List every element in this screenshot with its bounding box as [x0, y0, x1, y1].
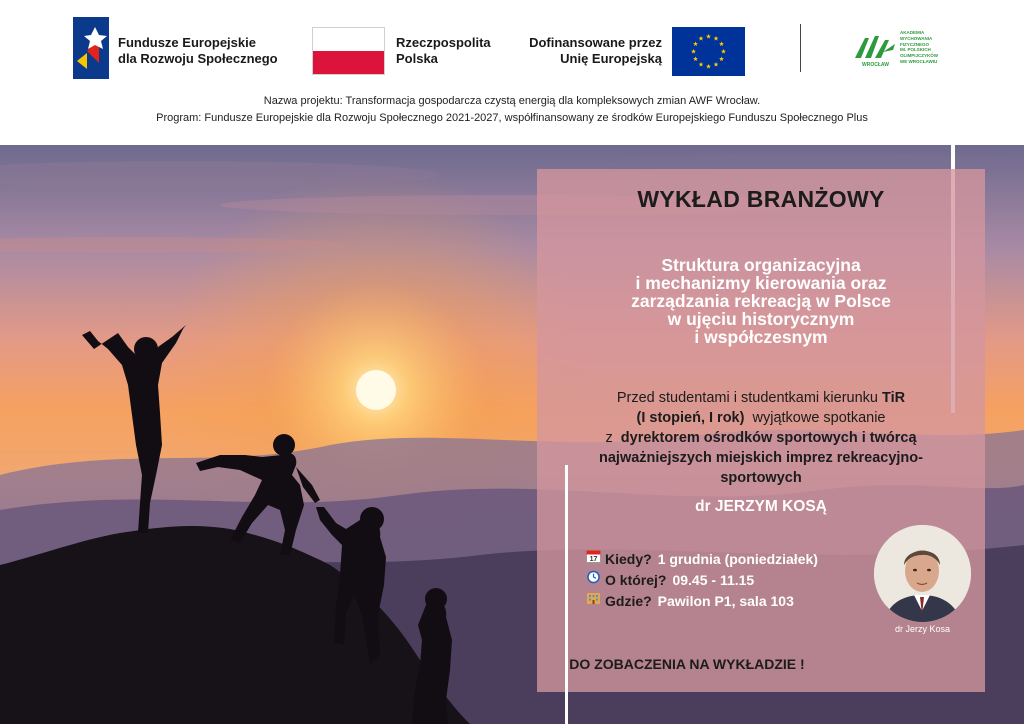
time-label: O której? — [605, 572, 667, 588]
speaker-photo-caption: dr Jerzy Kosa — [894, 624, 951, 634]
clock-icon — [586, 570, 601, 584]
info-where — [586, 591, 794, 609]
info-when — [586, 549, 818, 567]
fe-logo-icon — [73, 17, 109, 79]
calendar-icon — [586, 549, 601, 563]
fe-line1: Fundusze Europejskie — [118, 35, 256, 50]
program-name: Program: Fundusze Europejskie dla Rozwoju Społecznego 2021-2027, współfinansowany ze środków Europejskiego Funduszu Społecznego Plus — [156, 112, 868, 124]
building-icon — [586, 591, 601, 605]
svg-text:17: 17 — [589, 556, 598, 563]
poland-flag-icon — [312, 27, 385, 75]
project-name: Nazwa projektu: Transformacja gospodarcza czystą energią dla kompleksowych zmian AWF Wrocław. — [263, 95, 761, 107]
awf-name: AKADEMIA WYCHOWANIA FIZYCZNEGO IM. POLSKICH OLIMPIJCZYKÓW WE WROCŁAWIU — [900, 30, 938, 64]
info-time — [586, 570, 754, 588]
fe-line2: dla Rozwoju Społecznego — [118, 51, 278, 66]
where-label: Gdzie? — [605, 593, 652, 609]
rp-logo-text — [396, 35, 491, 67]
closing-text: DO ZOBACZENIA NA WYKŁADZIE ! — [569, 656, 805, 672]
rp-line1: Rzeczpospolita — [396, 35, 491, 50]
rp-line2: Polska — [396, 51, 438, 66]
speaker-photo — [874, 525, 971, 622]
when-label: Kiedy? — [605, 551, 652, 567]
when-value: 1 grudnia (poniedziałek) — [657, 551, 818, 567]
lecture-subtitle: Struktura organizacyjna i mechanizmy kierowania oraz zarządzania rekreacją w Polsce w ujęciu historycznym i współczesnym — [631, 255, 891, 347]
speaker-portrait — [874, 525, 971, 622]
lecture-title: WYKŁAD BRANŻOWY — [637, 186, 885, 212]
eu-line2: Unię Europejską — [560, 51, 662, 66]
speaker-name: dr JERZYM KOSĄ — [695, 498, 827, 515]
fe-logo-text — [118, 35, 278, 67]
awf-city: WROCŁAW — [862, 62, 889, 68]
time-value: 09.45 - 11.15 — [672, 572, 755, 588]
where-value: Pawilon P1, sala 103 — [657, 593, 794, 609]
lecture-description: Przed studentami i studentkami kierunku TiR (I stopień, I rok) wyjątkowe spotkanie z dyrektorem ośrodków sportowych i twórcą najważniejszych miejskich imprez rekreacyjno- sportowych — [599, 390, 923, 486]
eu-line1: Dofinansowane przez — [529, 35, 662, 50]
